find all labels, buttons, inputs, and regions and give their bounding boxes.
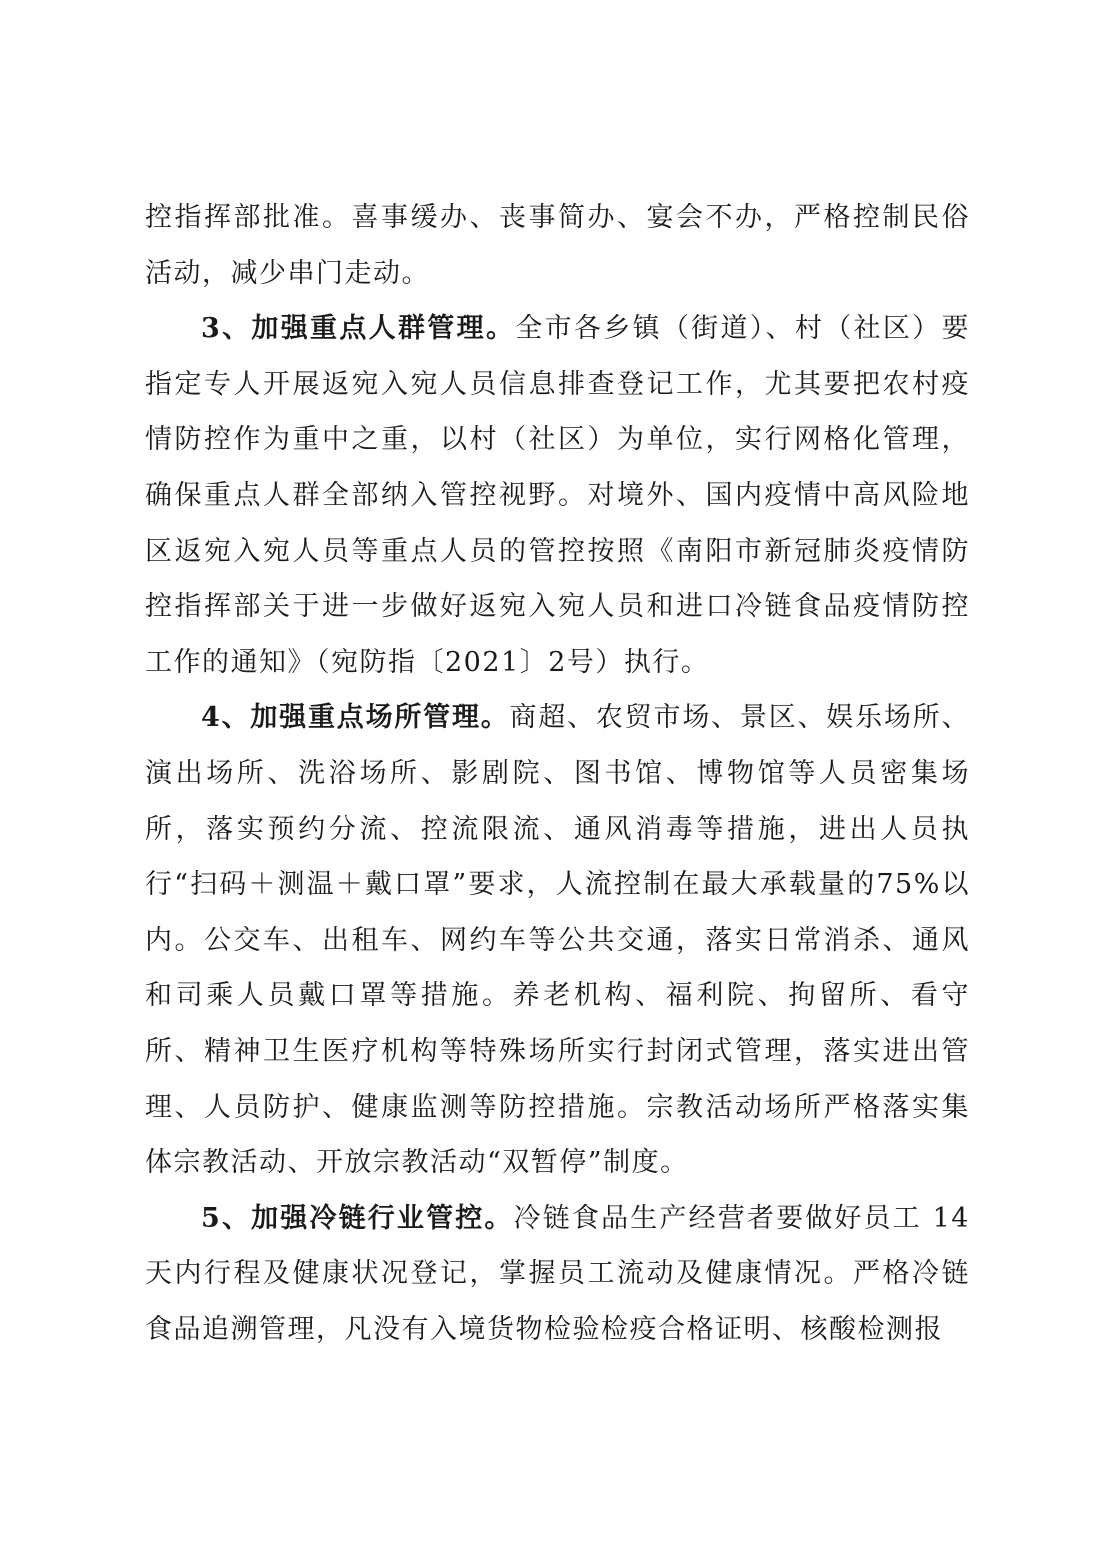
- paragraph-body: 控指挥部批准。喜事缓办、丧事简办、宴会不办，严格控制民俗活动，减少串门走动。: [145, 202, 970, 289]
- paragraph-heading: 3、加强重点人群管理。: [201, 313, 516, 345]
- paragraph-continuation: [145, 190, 970, 301]
- document-page: [145, 190, 970, 1357]
- paragraph-heading: 4、加强重点场所管理。: [201, 702, 510, 734]
- paragraph-heading: 5、加强冷链行业管控。: [201, 1202, 514, 1234]
- paragraph-body: 全市各乡镇（街道）、村（社区）要指定专人开展返宛入宛人员信息排查登记工作，尤其要把农村疫情防控作为重中之重，以村（社区）为单位，实行网格化管理，确保重点人群全部纳入管控视野。对境外、国内疫情中高风险地区返宛入宛人员等重点人员的管控按照《南阳市新冠肺炎疫情防控指挥部关于进一步做好返宛入宛人员和进口冷链食品疫情防控工作的通知》（宛防指〔2021〕2号）执行。: [145, 313, 970, 678]
- paragraph-body: 冷链食品生产经营者要做好员工 14 天内行程及健康状况登记，掌握员工流动及健康情况。严格冷链食品追溯管理，凡没有入境货物检验检疫合格证明、核酸检测报: [145, 1202, 970, 1345]
- paragraph-key-population: [145, 301, 970, 690]
- paragraph-body: 商超、农贸市场、景区、娱乐场所、演出场所、洗浴场所、影剧院、图书馆、博物馆等人员密集场所，落实预约分流、控流限流、通风消毒等措施，进出人员执行“扫码＋测温＋戴口罩”要求，人流控制在最大承载量的75%以内。公交车、出租车、网约车等公共交通，落实日常消杀、通风和司乘人员戴口罩等措施。养老机构、福利院、拘留所、看守所、精神卫生医疗机构等特殊场所实行封闭式管理，落实进出管理、人员防护、健康监测等防控措施。宗教活动场所严格落实集体宗教活动、开放宗教活动“双暂停”制度。: [145, 702, 970, 1179]
- paragraph-key-venues: [145, 690, 970, 1190]
- paragraph-cold-chain: [145, 1191, 970, 1358]
